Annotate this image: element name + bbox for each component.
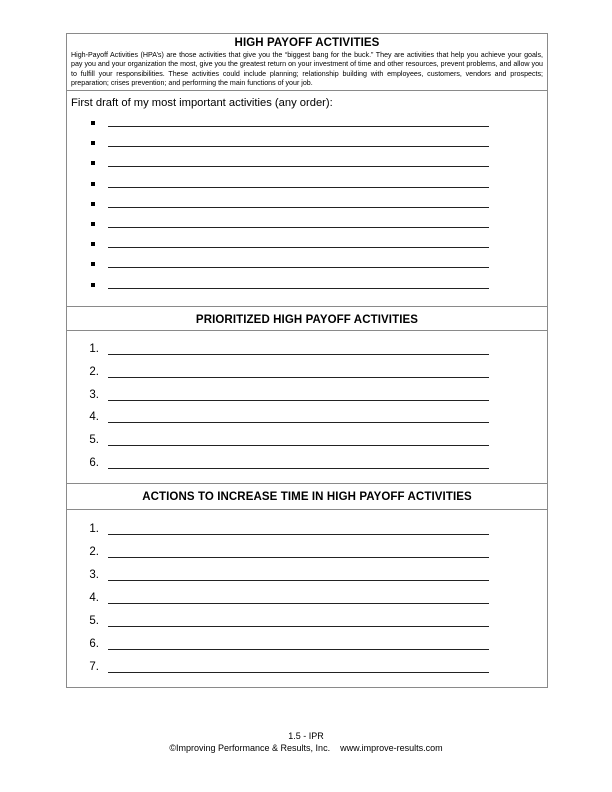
draft-entry-line[interactable] <box>108 187 489 188</box>
prioritized-row <box>67 366 549 380</box>
actions-item-number: 1. <box>89 523 99 535</box>
footer <box>0 730 612 754</box>
actions-row <box>67 661 549 675</box>
actions-item-number: 4. <box>89 592 99 604</box>
prioritized-row <box>67 411 549 425</box>
section-divider-1 <box>67 306 547 307</box>
actions-item-number: 7. <box>89 661 99 673</box>
actions-row <box>67 592 549 606</box>
prioritized-row <box>67 457 549 471</box>
actions-entry-line[interactable] <box>108 557 489 558</box>
bullet-icon <box>91 121 95 125</box>
draft-row <box>67 236 549 250</box>
actions-entry-line[interactable] <box>108 580 489 581</box>
prioritized-entry-line[interactable] <box>108 354 489 355</box>
draft-row <box>67 216 549 230</box>
bullet-icon <box>91 161 95 165</box>
worksheet-frame <box>66 33 548 688</box>
bullet-icon <box>91 242 95 246</box>
draft-row <box>67 196 549 210</box>
draft-row <box>67 135 549 149</box>
actions-section-title: ACTIONS TO INCREASE TIME IN HIGH PAYOFF ACTIVITIES <box>142 491 472 503</box>
actions-title-divider <box>67 509 547 510</box>
prioritized-entry-line[interactable] <box>108 445 489 446</box>
actions-item-number: 5. <box>89 615 99 627</box>
bullet-icon <box>91 262 95 266</box>
draft-row <box>67 115 549 129</box>
first-draft-label: First draft of my most important activities (any order): <box>71 97 333 109</box>
prioritized-entry-line[interactable] <box>108 377 489 378</box>
draft-entry-line[interactable] <box>108 247 489 248</box>
page-title: HIGH PAYOFF ACTIVITIES <box>234 37 380 49</box>
draft-entry-line[interactable] <box>108 126 489 127</box>
section-divider-2 <box>67 483 547 484</box>
prioritized-item-number: 6. <box>89 457 99 469</box>
bullet-icon <box>91 141 95 145</box>
actions-entry-line[interactable] <box>108 626 489 627</box>
actions-row <box>67 638 549 652</box>
draft-entry-line[interactable] <box>108 166 489 167</box>
bullet-icon <box>91 222 95 226</box>
prioritized-item-number: 5. <box>89 434 99 447</box>
prioritized-section-title: PRIORITIZED HIGH PAYOFF ACTIVITIES <box>195 314 419 326</box>
header-divider <box>67 90 547 91</box>
actions-row <box>67 569 549 583</box>
bullet-icon <box>91 182 95 186</box>
draft-entry-line[interactable] <box>108 288 489 289</box>
page-number: 1.5 - IPR <box>288 731 324 741</box>
footer-credit <box>0 742 612 754</box>
prioritized-entry-line[interactable] <box>108 422 489 423</box>
actions-entry-line[interactable] <box>108 649 489 650</box>
actions-row <box>67 546 549 560</box>
actions-entry-line[interactable] <box>108 603 489 604</box>
draft-row <box>67 277 549 291</box>
actions-item-number: 3. <box>89 569 99 581</box>
prioritized-row <box>67 343 549 357</box>
prioritized-entry-line[interactable] <box>108 400 489 401</box>
actions-row <box>67 615 549 629</box>
draft-row <box>67 256 549 270</box>
prioritized-row <box>67 434 549 448</box>
prioritized-row <box>67 389 549 403</box>
draft-entry-line[interactable] <box>108 227 489 228</box>
copyright-text: ©Improving Performance & Results, Inc. <box>169 743 331 753</box>
actions-entry-line[interactable] <box>108 534 489 535</box>
bullet-icon <box>91 202 95 206</box>
prioritized-item-number: 4. <box>89 411 99 424</box>
draft-row <box>67 155 549 169</box>
prioritized-title-divider <box>67 330 547 331</box>
draft-row <box>67 176 549 190</box>
intro-paragraph: High-Payoff Activities (HPA’s) are those activities that give you the “biggest bang for the buck.” They are activities that help you achieve your goals, pay you and your organization the most, give you the greatest return on your investment of time and other resources, prevent problems, and allow you to fulfill your responsibilities. These activities could include planning; relationship building with employees, customers, vendors and prospects; preparation; crises prevention; and performing the main functions of your job. <box>71 51 543 87</box>
draft-entry-line[interactable] <box>108 267 489 268</box>
draft-entry-line[interactable] <box>108 146 489 147</box>
draft-entry-line[interactable] <box>108 207 489 208</box>
prioritized-entry-line[interactable] <box>108 468 489 469</box>
prioritized-item-number: 3. <box>89 388 99 401</box>
website-link[interactable]: www.improve-results.com <box>340 743 443 753</box>
actions-row <box>67 523 549 537</box>
actions-entry-line[interactable] <box>108 672 489 673</box>
actions-item-number: 6. <box>89 638 99 650</box>
prioritized-item-number: 1. <box>89 343 99 355</box>
actions-item-number: 2. <box>89 546 99 558</box>
bullet-icon <box>91 283 95 287</box>
prioritized-item-number: 2. <box>89 365 99 378</box>
